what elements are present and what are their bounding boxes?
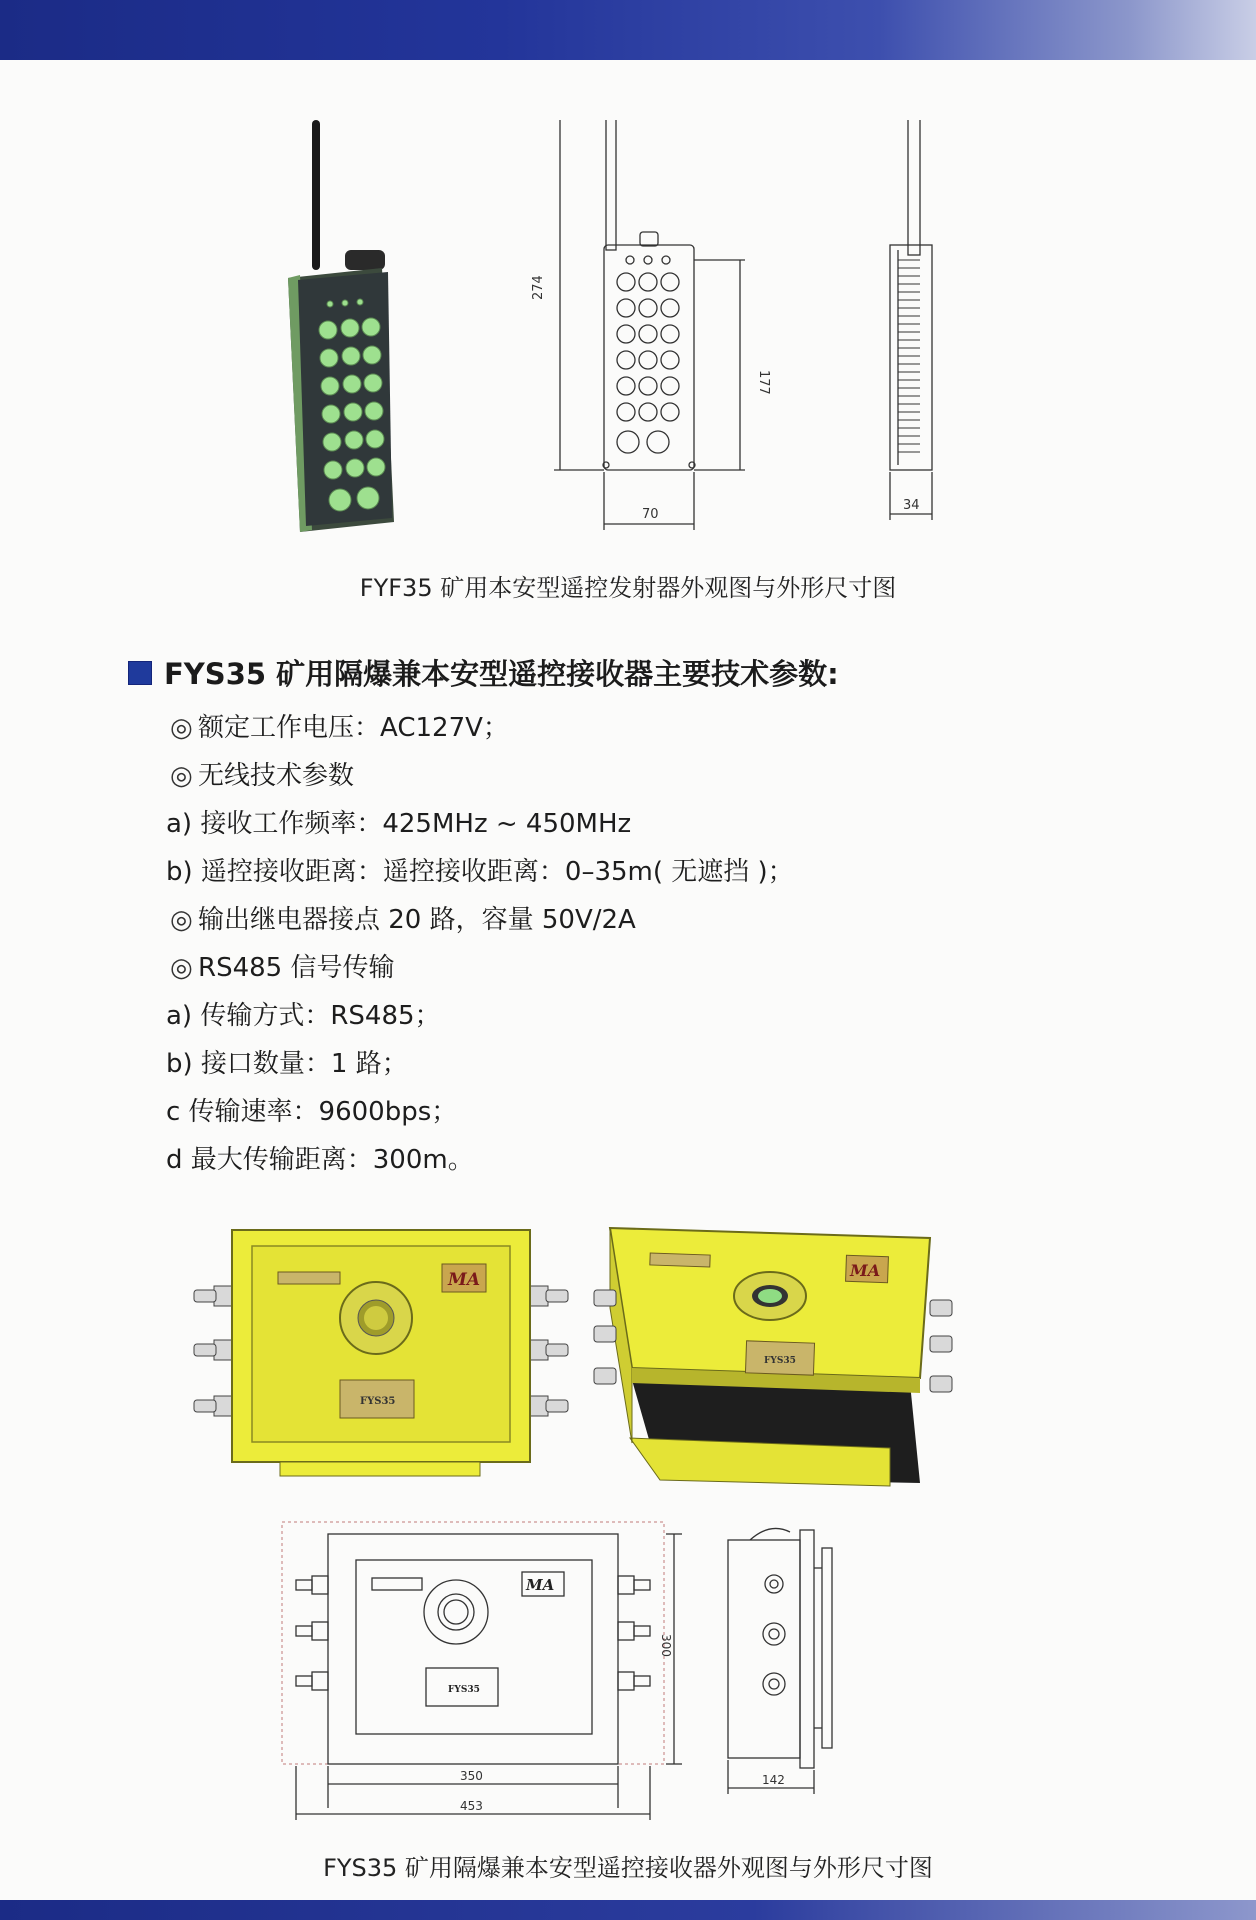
dim-453-label: 453 bbox=[460, 1799, 483, 1813]
receiver-drawings bbox=[270, 1508, 870, 1828]
double-circle-icon: ◎ bbox=[170, 905, 193, 935]
transmitter-caption: FYF35 矿用本安型遥控发射器外观图与外形尺寸图 bbox=[359, 574, 897, 602]
double-circle-icon: ◎ bbox=[170, 713, 193, 743]
receiver-caption: FYS35 矿用隔爆兼本安型遥控接收器外观图与外形尺寸图 bbox=[323, 1854, 933, 1882]
spec-item: ◎ 无线技术参数 bbox=[170, 752, 970, 800]
receiver-side-drawing bbox=[728, 1528, 832, 1794]
spec-item: b) 接口数量：1 路； bbox=[166, 1049, 408, 1079]
receiver-perspective-nameplate-model: FYS35 bbox=[764, 1356, 796, 1366]
spec-item: b) 遥控接收距离：遥控接收距离：0–35m( 无遮挡 )； bbox=[166, 857, 794, 887]
spec-item: c 传输速率：9600bps； bbox=[166, 1097, 458, 1127]
dim-300-label: 300 bbox=[659, 1634, 673, 1657]
double-circle-icon: ◎ bbox=[170, 953, 193, 983]
square-bullet-icon bbox=[128, 661, 152, 685]
dim-70-label: 70 bbox=[642, 507, 659, 522]
section-title bbox=[128, 652, 839, 693]
receiver-drawing-nameplate-model: FYS35 bbox=[448, 1685, 480, 1695]
receiver-drawing-ma-badge: MA bbox=[526, 1576, 555, 1594]
spec-item: ◎ RS485 信号传输 bbox=[170, 944, 970, 992]
transmitter-figure bbox=[270, 120, 990, 540]
receiver-perspective-ma-badge: MA bbox=[850, 1261, 881, 1280]
transmitter-render bbox=[288, 120, 394, 532]
receiver-front-ma-badge: MA bbox=[448, 1270, 481, 1290]
spec-list bbox=[166, 704, 970, 1184]
footer-bar bbox=[0, 1900, 1256, 1920]
dim-142-label: 142 bbox=[762, 1773, 785, 1787]
receiver-front-render bbox=[194, 1230, 568, 1476]
header-bar bbox=[0, 0, 1256, 60]
receiver-front-nameplate-model: FYS35 bbox=[360, 1396, 396, 1407]
double-circle-icon: ◎ bbox=[170, 761, 193, 791]
spec-item: d 最大传输距离：300m。 bbox=[166, 1145, 474, 1175]
spec-item: ◎ 输出继电器接点 20 路，容量 50V/2A bbox=[170, 896, 970, 944]
transmitter-side-drawing bbox=[890, 120, 932, 520]
receiver-renders bbox=[190, 1218, 1010, 1498]
dim-177-label: 177 bbox=[756, 370, 771, 395]
transmitter-front-drawing bbox=[554, 120, 745, 530]
section-title-text: FYS35 矿用隔爆兼本安型遥控接收器主要技术参数: bbox=[164, 657, 839, 691]
spec-item: a) 接收工作频率：425MHz ~ 450MHz bbox=[166, 809, 632, 839]
spec-item: a) 传输方式：RS485； bbox=[166, 1001, 441, 1031]
dim-34-label: 34 bbox=[903, 498, 920, 513]
dim-274-label: 274 bbox=[531, 275, 546, 300]
spec-item: ◎ 额定工作电压：AC127V； bbox=[170, 704, 970, 752]
dim-350-label: 350 bbox=[460, 1769, 483, 1783]
